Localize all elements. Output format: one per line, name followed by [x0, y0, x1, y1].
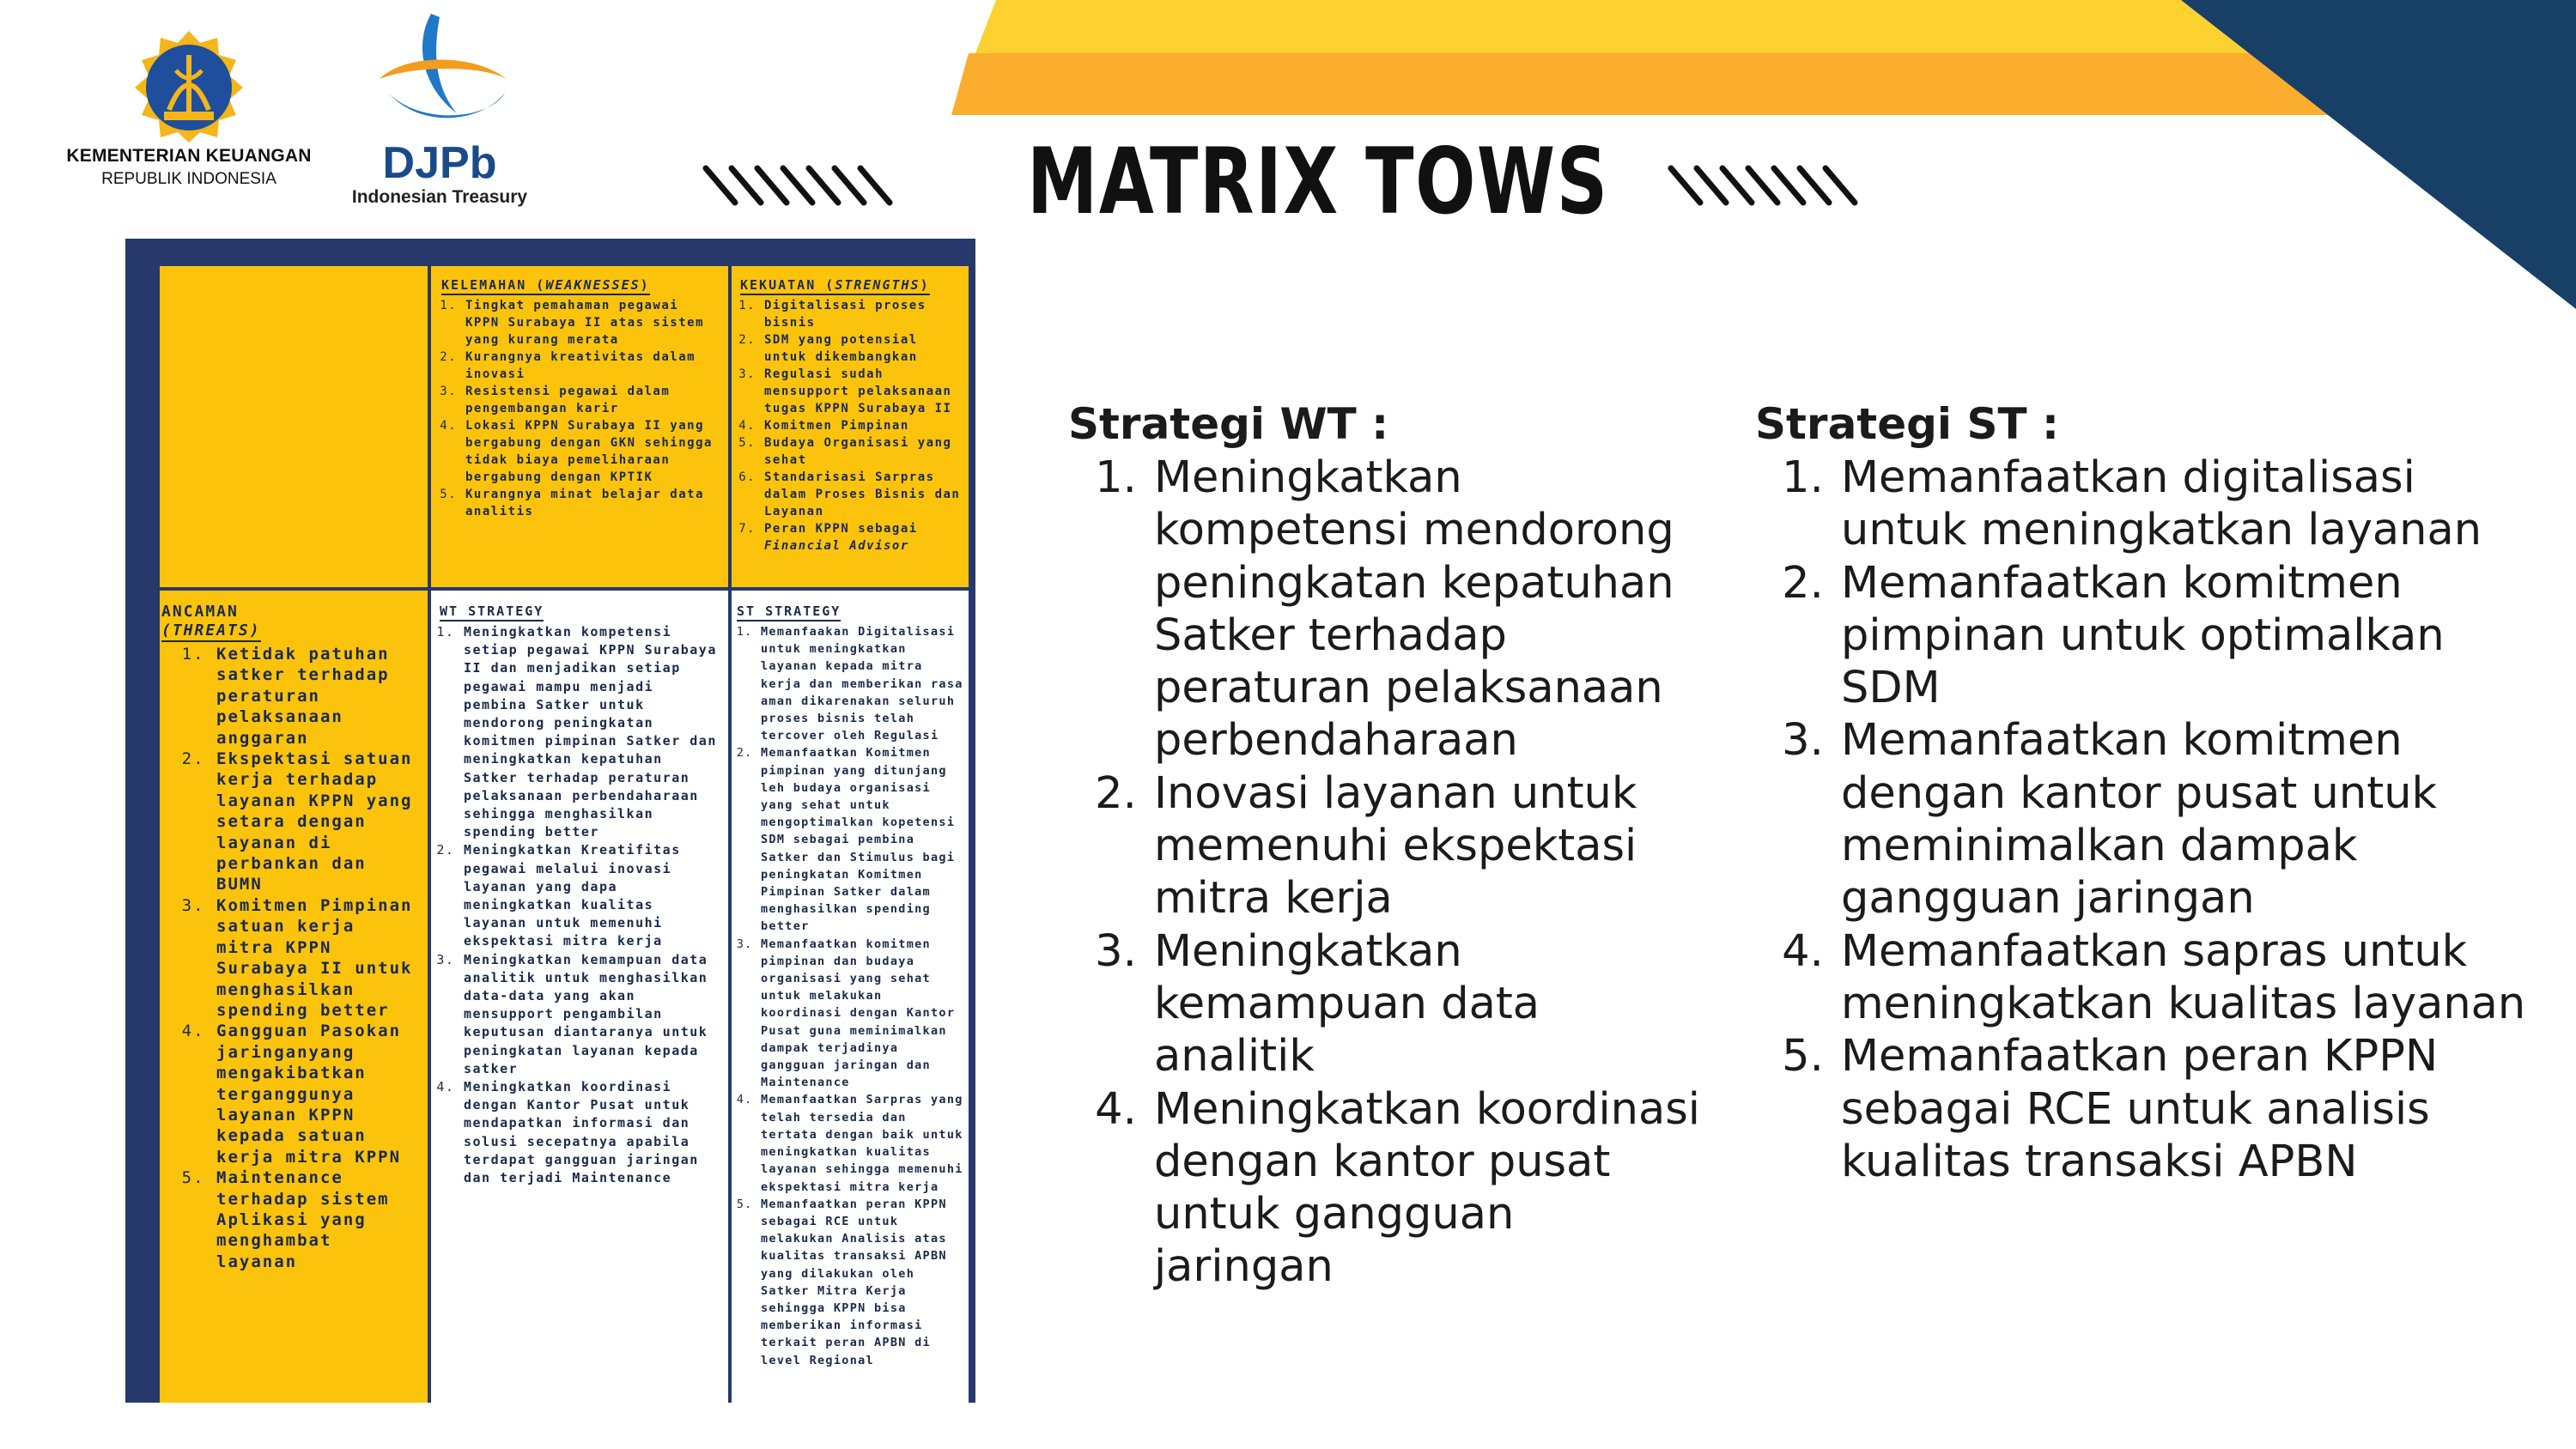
list-item: 1. Meningkatkan kompetensi setiap pegawai KPPN Surabaya II dan menjadikan setiap pegawai mampu menjadi pembina Satker untuk mendorong peningkatan komitmen pimpinan Satker dan meningkatkan kepatuhan Satker terhadap peraturan pelaksanaan perbendaharaan sehingga menghasilkan spending better	[464, 623, 723, 841]
strengths-list	[740, 297, 962, 555]
st-strategy-heading: ST STRATEGY	[737, 603, 841, 621]
list-item: 3. Meningkatkan kemampuan data analitik	[1151, 925, 1704, 1083]
strategy-wt-section	[1068, 397, 1704, 1294]
djpb-logo	[337, 10, 543, 208]
list-item: 1. Digitalisasi proses bisnis	[764, 297, 962, 331]
list-item: 2. Ekspektasi satuan kerja terhadap layanan KPPN yang setara dengan layanan di perbankan dan BUMN	[216, 749, 422, 895]
strengths-heading	[740, 277, 930, 295]
threats-heading-italic	[161, 621, 261, 642]
strategy-wt-list	[1068, 452, 1704, 1294]
list-item: 3. Memanfaatkan komitmen pimpinan dan budaya organisasi yang sehat untuk melakukan koordinasi dengan Kantor Pusat guna meminimalkan dampak terjadinya gangguan jaringan dan Maintenance	[761, 936, 965, 1092]
kemenkeu-emblem-icon	[125, 26, 253, 146]
kemenkeu-logo	[52, 26, 326, 189]
djpb-subtitle: Indonesian Treasury	[351, 187, 528, 207]
list-item: 2. Meningkatkan Kreatifitas pegawai melalui inovasi layanan yang dapa meningkatkan kualitas layanan untuk memenuhi ekspektasi mitra kerja	[464, 841, 723, 950]
decor-slashes-right	[1666, 163, 1872, 208]
strengths-item-7-text: Peran KPPN sebagai	[764, 522, 918, 536]
weaknesses-heading-suffix: )	[640, 277, 650, 293]
list-item: 4. Komitmen Pimpinan	[764, 417, 962, 434]
threats-heading: ANCAMAN	[161, 603, 239, 621]
list-item: 4. Lokasi KPPN Surabaya II yang bergabung dengan GKN sehingga tidak biaya pemeliharaan bergabung dengan KPTIK	[465, 417, 720, 486]
threats-cell	[160, 591, 428, 1403]
list-item: 3. Regulasi sudah mensupport pelaksanaan tugas KPPN Surabaya II	[764, 366, 962, 417]
weaknesses-cell	[431, 266, 728, 587]
list-item: 1. Memanfaakan Digitalisasi untuk meningkatkan layanan kepada mitra kerja dan memberikan rasa aman dikarenakan seluruh proses bisnis telah tercover oleh Regulasi	[761, 623, 965, 744]
list-item: 2. Memanfaatkan komitmen pimpinan untuk optimalkan SDM	[1838, 557, 2528, 715]
strategy-st-title: Strategi ST :	[1755, 399, 2059, 449]
strengths-cell	[732, 266, 969, 587]
strengths-heading-suffix: )	[920, 277, 930, 293]
list-item: 4. Gangguan Pasokan jaringanyang mengakibatkan terganggunya layanan KPPN kepada satuan kerja mitra KPPN	[216, 1021, 422, 1167]
list-item: 4. Meningkatkan koordinasi dengan kantor pusat untuk gangguan jaringan	[1151, 1083, 1704, 1294]
list-item: 4. Memanfaatkan sapras untuk meningkatkan kualitas layanan	[1838, 925, 2528, 1031]
weaknesses-list	[441, 297, 720, 520]
threats-heading-block	[161, 603, 422, 644]
strengths-heading-italic: STRENGTHS	[835, 277, 920, 293]
djpb-name: DJPb	[382, 138, 497, 188]
page-title: MATRIX TOWS	[1027, 129, 1609, 234]
decor-navy-triangle	[2181, 0, 2576, 309]
list-item: 2. SDM yang potensial untuk dikembangkan	[764, 331, 962, 366]
list-item: 2. Inovasi layanan untuk memenuhi ekspektasi mitra kerja	[1151, 767, 1704, 925]
list-item: 5. Memanfaatkan peran KPPN sebagai RCE untuk analisis kualitas transaksi APBN	[1838, 1030, 2528, 1188]
list-item: 6. Standarisasi Sarpras dalam Proses Bisnis dan Layanan	[764, 469, 962, 520]
strategy-st-list	[1755, 452, 2528, 1188]
weaknesses-heading-italic: WEAKNESSES	[545, 277, 641, 293]
list-item: 5. Memanfaatkan peran KPPN sebagai RCE untuk melakukan Analisis atas kualitas transaksi APBN yang dilakukan oleh Satker Mitra Kerja sehingga KPPN bisa memberikan informasi terkait peran APBN di level Regional	[761, 1196, 965, 1369]
djpb-swoosh-icon	[354, 10, 526, 139]
st-strategy-cell	[732, 591, 969, 1403]
list-item: 1. Ketidak patuhan satker terhadap peraturan pelaksanaan anggaran	[216, 644, 422, 749]
weaknesses-heading	[441, 277, 650, 295]
kemenkeu-title: KEMENTERIAN KEUANGAN	[66, 146, 312, 166]
strengths-heading-prefix: KEKUATAN (	[740, 277, 835, 293]
list-item: 3. Memanfaatkan komitmen dengan kantor pusat untuk meminimalkan dampak gangguan jaringan	[1838, 714, 2528, 925]
tows-matrix	[125, 239, 975, 1403]
list-item: 1. Memanfaatkan digitalisasi untuk meningkatkan layanan	[1838, 452, 2528, 557]
list-item: 3. Komitmen Pimpinan satuan kerja mitra KPPN Surabaya II untuk menghasilkan spending better	[216, 895, 422, 1021]
list-item	[764, 520, 962, 555]
list-item: 2. Kurangnya kreativitas dalam inovasi	[465, 349, 720, 383]
list-item: 4. Meningkatkan koordinasi dengan Kantor Pusat untuk mendapatkan informasi dan solusi secepatnya apabila terdapat gangguan jaringan dan terjadi Maintenance	[464, 1078, 723, 1187]
wt-strategy-heading: WT STRATEGY	[440, 603, 544, 621]
threats-list	[194, 644, 422, 1272]
st-strategy-list	[737, 623, 965, 1369]
list-item: 5. Budaya Organisasi yang sehat	[764, 434, 962, 469]
strategy-st-section	[1755, 397, 2528, 1188]
list-item: 5. Kurangnya minat belajar data analitis	[465, 486, 720, 520]
list-item: 3. Resistensi pegawai dalam pengembangan karir	[465, 383, 720, 417]
list-item: 5. Maintenance terhadap sistem Aplikasi yang menghambat layanan	[216, 1167, 422, 1272]
strengths-item-7-italic: Financial Advisor	[764, 539, 909, 553]
threats-heading-italic-text: (THREATS)	[161, 621, 261, 640]
list-item: 2. Memanfaatkan Komitmen pimpinan yang ditunjang leh budaya organisasi yang sehat untuk mengoptimalkan kopetensi SDM sebagai pembina Satker dan Stimulus bagi peningkatan Komitmen Pimpinan Satker dalam menghasilkan spending better	[761, 744, 965, 935]
kemenkeu-subtitle: REPUBLIK INDONESIA	[101, 170, 276, 188]
list-item: 3. Meningkatkan kemampuan data analitik untuk menghasilkan data-data yang akan mensupport pengambilan keputusan diantaranya untuk peningkatan layanan kepada satker	[464, 951, 723, 1078]
matrix-corner-cell	[160, 266, 428, 587]
strategy-wt-title: Strategi WT :	[1068, 399, 1389, 449]
wt-strategy-cell	[431, 591, 728, 1403]
weaknesses-heading-prefix: KELEMAHAN (	[441, 277, 546, 293]
list-item: 1. Meningkatkan kompetensi mendorong peningkatan kepatuhan Satker terhadap peraturan pelaksanaan perbendaharaan	[1151, 452, 1704, 767]
wt-strategy-list	[440, 623, 723, 1187]
decor-slashes-left	[701, 163, 907, 208]
list-item: 1. Tingkat pemahaman pegawai KPPN Surabaya II atas sistem yang kurang merata	[465, 297, 720, 349]
list-item: 4. Memanfaatkan Sarpras yang telah tersedia dan tertata dengan baik untuk meningkatkan kualitas layanan sehingga memenuhi ekspektasi mitra kerja	[761, 1091, 965, 1195]
